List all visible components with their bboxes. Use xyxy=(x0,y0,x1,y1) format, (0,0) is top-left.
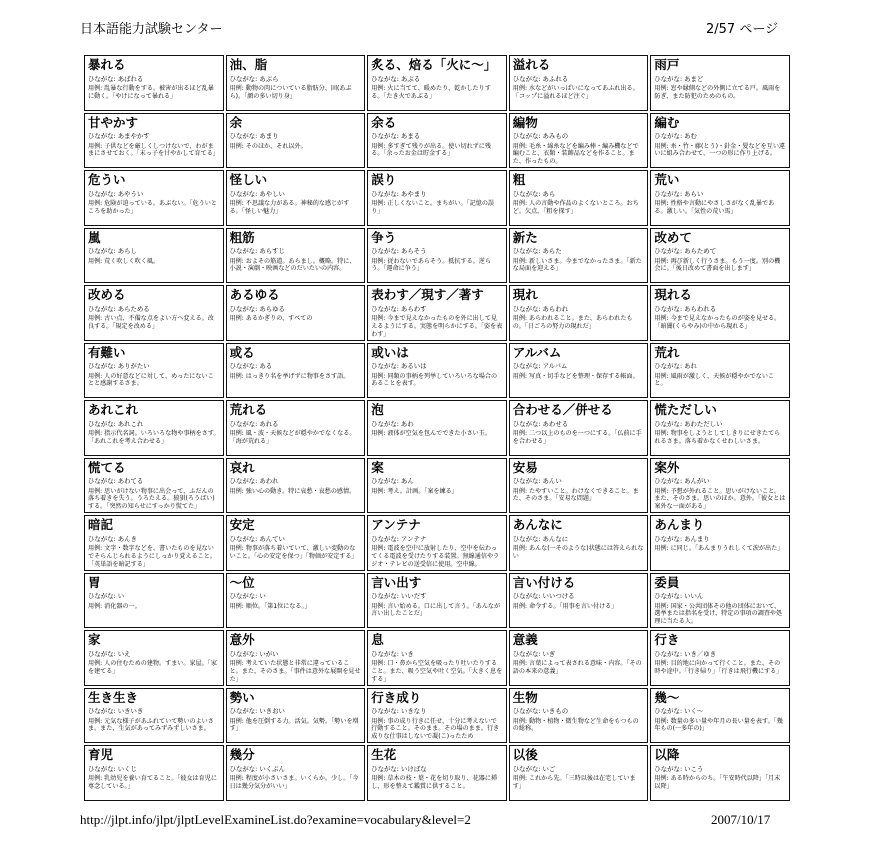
vocabulary-word: アンテナ xyxy=(371,517,421,532)
vocabulary-example: 用例: 今まで見えなかったものが姿を見せる。「暗闇(くらやみ)の中から現れる」 xyxy=(654,315,781,330)
vocabulary-reading: ひながな: いけばな xyxy=(371,764,427,773)
vocabulary-card xyxy=(509,573,649,629)
vocabulary-word: 現れ xyxy=(512,287,538,302)
vocabulary-reading: ひながな: あらわれ xyxy=(512,304,569,313)
vocabulary-reading: ひながな: あん xyxy=(371,477,414,486)
vocabulary-word: 幾分 xyxy=(229,747,255,762)
vocabulary-reading: ひながな: いいん xyxy=(654,592,704,601)
vocabulary-example: 用例: 物事が落ち着いていて、激しい変動のないこと。「心の安定を保つ」「物価が安定する」 xyxy=(229,545,358,560)
vocabulary-reading: ひながな: あらわす xyxy=(371,304,427,313)
vocabulary-reading: ひながな: いいつける xyxy=(512,592,575,601)
vocabulary-card xyxy=(84,630,224,686)
vocabulary-reading: ひながな: あんがい xyxy=(654,477,710,486)
vocabulary-word: 表わす／現す／著す xyxy=(371,287,484,302)
vocabulary-reading: ひながな: いき xyxy=(371,649,414,658)
vocabulary-card xyxy=(367,458,507,514)
vocabulary-card xyxy=(84,228,224,284)
vocabulary-card xyxy=(226,630,366,686)
vocabulary-word: 或る xyxy=(229,344,255,360)
vocabulary-card xyxy=(367,285,507,341)
vocabulary-word: 溢れる xyxy=(512,57,551,72)
vocabulary-example: 用例: はっきり名を挙げずに物事をさす語。 xyxy=(229,372,350,380)
vocabulary-word: 誤り xyxy=(371,172,397,187)
vocabulary-word: 胃 xyxy=(88,574,101,590)
vocabulary-example: 用例: 風雨が激しく、天候が穏やかでないこと。 xyxy=(654,372,775,388)
vocabulary-card xyxy=(84,170,224,226)
vocabulary-reading: ひながな: あまる xyxy=(371,132,421,141)
vocabulary-card xyxy=(226,228,366,284)
vocabulary-word: 炙る、焙る「火に〜」 xyxy=(371,57,497,72)
vocabulary-example: 用例: 物事をしようとしてしきりにせきたてられるさま。落ち着かなくせわしいさま。 xyxy=(654,430,781,445)
vocabulary-example: 用例: 言葉によって表される意味・内容。「その語の本来の意義」 xyxy=(512,660,642,675)
vocabulary-example: 用例: これから先。「三時以後は在宅しています」 xyxy=(512,775,636,790)
vocabulary-reading: ひながな: あらい xyxy=(654,189,704,198)
vocabulary-card xyxy=(226,400,366,456)
vocabulary-word: 油、脂 xyxy=(229,57,268,72)
vocabulary-card xyxy=(509,400,649,456)
vocabulary-reading: ひながな: あまやかす xyxy=(88,132,150,141)
vocabulary-reading: ひながな: いきおい xyxy=(229,707,285,716)
vocabulary-example: 用例: 再び新しく行うさま。もう一度。別の機会に。「後日改めて書面を出します」 xyxy=(654,257,781,273)
vocabulary-word: あんまり xyxy=(654,517,705,532)
vocabulary-card xyxy=(650,573,790,629)
vocabulary-card xyxy=(226,458,366,514)
vocabulary-card xyxy=(367,55,507,111)
vocabulary-example: 用例: あるかぎりの、すべての xyxy=(229,315,313,323)
vocabulary-example: 用例: 人の言動や作品のよくないところ。おちど。欠点。「粗を探す」 xyxy=(512,200,639,215)
vocabulary-example: 用例: 荒く吹しく吹く風。 xyxy=(88,257,160,265)
vocabulary-word: 言い出す xyxy=(371,574,422,590)
vocabulary-reading: ひながな: あらし xyxy=(88,247,137,256)
vocabulary-word: 余る xyxy=(371,114,397,130)
vocabulary-word: 勢い xyxy=(229,689,255,705)
vocabulary-reading: ひながな: あわてる xyxy=(88,477,144,486)
vocabulary-reading: ひながな: あんまり xyxy=(654,534,710,543)
vocabulary-word: 安易 xyxy=(512,459,538,475)
vocabulary-word: 意外 xyxy=(229,632,255,647)
vocabulary-card xyxy=(650,458,790,514)
vocabulary-example: 用例: 電波を空中に放射したり、空中を伝わってくる電波を受けたりする装置。無線通信やラジオ・テレビの送受信に使用。空中線。 xyxy=(371,545,500,568)
vocabulary-example: 用例: 数量の多い量や年月の長い量を表す。「幾年もの(一多年の)」 xyxy=(654,717,783,733)
vocabulary-example: 用例: 考えていた状態と非常に違っていること。また、そのさま。「事件は意外な展開を見せた」 xyxy=(229,660,361,683)
vocabulary-reading: ひながな: あやしい xyxy=(229,189,285,198)
page-cut-border xyxy=(84,784,790,794)
vocabulary-card xyxy=(650,228,790,284)
vocabulary-example: 用例: 草木の枝・葉・花を切り取り、花器に挿し、形を整えて鑑賞に供すること。 xyxy=(371,775,498,790)
vocabulary-reading: ひながな: いきもの xyxy=(512,707,569,716)
vocabulary-card xyxy=(84,515,224,571)
vocabulary-card xyxy=(509,55,649,111)
vocabulary-card xyxy=(509,688,649,744)
vocabulary-reading: ひながな: ありがたい xyxy=(88,362,150,371)
vocabulary-example: 用例: 火に当てて、暖めたり、乾かしたりする。「たき火であぶる」 xyxy=(371,85,491,100)
vocabulary-word: 安定 xyxy=(229,517,255,532)
vocabulary-example: 用例: 文字・数字などを、書いたものを見ないでそらんじられるようにしっかり覚えること。「英単語を暗記する」 xyxy=(88,545,216,568)
vocabulary-card-grid xyxy=(84,55,790,790)
vocabulary-example: 用例: 考え。計画。「案を練る」 xyxy=(371,487,458,495)
print-date: 2007/10/17 xyxy=(711,812,771,827)
vocabulary-reading: ひながな: いご xyxy=(512,764,556,773)
vocabulary-word: 意義 xyxy=(512,632,538,647)
vocabulary-word: 以降 xyxy=(654,747,680,762)
vocabulary-reading: ひながな: あわれ xyxy=(229,477,279,486)
vocabulary-example: 用例: 思いがけない物事に出会って、ふだんの落ち着きを失う。うろたえる。狼狽(ろうばい)する。「突然の知らせにすっかり慌てた」 xyxy=(88,487,215,511)
vocabulary-example: 用例: 口・鼻から空気を吸ったり吐いたりすること。また、吸う空気や吐く空気。「大きく息をする」 xyxy=(371,660,503,683)
vocabulary-word: あんなに xyxy=(512,517,563,532)
vocabulary-word: 暴れる xyxy=(88,57,126,72)
vocabulary-word: 粗筋 xyxy=(229,229,255,245)
vocabulary-word: 案 xyxy=(371,459,384,475)
vocabulary-word: 行き成り xyxy=(371,689,422,705)
vocabulary-reading: ひながな: あんき xyxy=(88,534,137,543)
vocabulary-card xyxy=(650,170,790,226)
vocabulary-word: 慌ただしい xyxy=(654,402,717,417)
vocabulary-example: 用例: 事の成り行きに任せ、十分に考えないで行動すること。そのまま。その場のまま。行き成りな仕事はしないで凝(こ)ったため xyxy=(371,717,500,741)
vocabulary-reading: ひながな: あふれる xyxy=(512,74,569,83)
vocabulary-reading: ひながな: あんてい xyxy=(229,534,285,543)
vocabulary-reading: ひながな: いくぶん xyxy=(229,764,285,773)
vocabulary-reading: ひながな: アルバム xyxy=(512,362,568,371)
vocabulary-card xyxy=(650,515,790,571)
vocabulary-word: 編物 xyxy=(512,114,538,130)
vocabulary-reading: ひながな: いがい xyxy=(229,649,279,658)
vocabulary-example: 用例: 水などがいっぱいになってあふれ出る。「コップに溢れるほど注ぐ」 xyxy=(512,85,639,100)
vocabulary-card xyxy=(84,285,224,341)
vocabulary-reading: ひながな: あらすじ xyxy=(229,247,285,256)
vocabulary-reading: ひながな: いく〜 xyxy=(654,707,704,716)
vocabulary-example: 用例: 乳幼児を養い育てること。「彼女は育児に専念している。」 xyxy=(88,775,217,790)
vocabulary-example: 用例: およその筋道。あらまし。概略。特に、小説・演劇・映画などのだいたいの内容。 xyxy=(229,257,356,273)
vocabulary-example: 用例: 毛糸・綿糸などを編み棒・編み機などで編むこと、衣類・装飾品などを作ること。また、作ったもの。 xyxy=(512,142,639,166)
page-number: 2/57 ページ xyxy=(706,22,779,37)
vocabulary-reading: ひながな: あやうい xyxy=(88,189,144,198)
vocabulary-card xyxy=(367,573,507,629)
vocabulary-word: 育児 xyxy=(88,747,114,762)
vocabulary-word: 言い付ける xyxy=(512,574,576,590)
vocabulary-word: 雨戸 xyxy=(654,57,680,72)
vocabulary-card xyxy=(650,630,790,686)
vocabulary-word: 行き xyxy=(654,632,680,647)
vocabulary-reading: ひながな: あわ xyxy=(371,419,414,428)
vocabulary-card xyxy=(367,228,507,284)
vocabulary-reading: ひながな: あれる xyxy=(229,419,279,428)
vocabulary-card xyxy=(367,400,507,456)
vocabulary-word: 案外 xyxy=(654,459,680,475)
document-header-title: 日本語能力試験センター xyxy=(80,22,223,37)
vocabulary-card xyxy=(509,228,649,284)
vocabulary-reading: ひながな: あれ xyxy=(654,362,697,371)
vocabulary-card xyxy=(509,343,649,399)
vocabulary-reading: ひながな: あぶる xyxy=(371,74,421,83)
vocabulary-reading: ひながな: あら xyxy=(512,189,556,198)
vocabulary-reading: ひながな: い xyxy=(88,592,125,601)
vocabulary-reading: ひながな: あれこれ xyxy=(88,419,144,428)
vocabulary-word: 改めて xyxy=(654,229,692,245)
vocabulary-example: 用例: 糸・竹・藤(とう)・針金・髪などを互い違いに組み合わせて、一つの形に作り上げる。 xyxy=(654,142,786,158)
vocabulary-word: 委員 xyxy=(654,574,680,590)
vocabulary-reading: ひながな: ある xyxy=(229,362,273,371)
vocabulary-card xyxy=(509,170,649,226)
vocabulary-word: 粗 xyxy=(512,172,526,187)
vocabulary-reading: ひながな: いえ xyxy=(88,649,131,658)
vocabulary-reading: ひながな: い xyxy=(229,592,266,601)
vocabulary-reading: ひながな: あらそう xyxy=(371,247,427,256)
vocabulary-example: 用例: 人の住むための建物。すまい。家屋。「家を建てる」 xyxy=(88,660,217,675)
vocabulary-reading: ひながな: いこう xyxy=(654,764,704,773)
vocabulary-card xyxy=(650,285,790,341)
vocabulary-word: 暗記 xyxy=(88,517,114,532)
vocabulary-example: 用例: 言い始める。口に出して言う。「あんなが言い出したことだ」 xyxy=(371,602,501,618)
vocabulary-reading: ひながな: いくじ xyxy=(88,764,137,773)
vocabulary-word: アルバム xyxy=(512,344,562,360)
vocabulary-word: 甘やかす xyxy=(88,114,139,130)
vocabulary-reading: ひながな: あらわれる xyxy=(654,304,717,313)
vocabulary-example: 用例: 消化器の一。 xyxy=(88,602,141,610)
vocabulary-reading: ひながな: あぶら xyxy=(229,74,279,83)
vocabulary-example: 用例: 写真・切手などを整理・保存する帳面。 xyxy=(512,372,639,380)
vocabulary-example: 用例: 乱暴な行動をする。被害が出るほど乱暴に動く。「やけになって暴れる」 xyxy=(88,85,214,100)
vocabulary-reading: ひながな: あむ xyxy=(654,132,697,141)
vocabulary-word: 現れる xyxy=(654,287,692,302)
vocabulary-example: 用例: 国家・公共団体その他の団体において、選挙または指名を受け、特定の事項の調査や処理に当たる人。 xyxy=(654,602,783,626)
vocabulary-card xyxy=(367,630,507,686)
vocabulary-word: 有難い xyxy=(88,344,126,360)
vocabulary-word: 編む xyxy=(654,114,680,130)
vocabulary-word: 余 xyxy=(229,114,243,130)
vocabulary-word: あれこれ xyxy=(88,402,139,417)
vocabulary-reading: ひながな: あやまり xyxy=(371,189,427,198)
vocabulary-word: 泡 xyxy=(371,402,384,417)
vocabulary-card xyxy=(650,688,790,744)
vocabulary-example: 用例: 従わないであらそう。抵抗する。逆らう。「運命に争う」 xyxy=(371,257,491,273)
vocabulary-card xyxy=(84,113,224,169)
vocabulary-card xyxy=(650,343,790,399)
vocabulary-example: 用例: 窓や縁側などの外側に立てる戸。風雨を防ぎ、また防犯のためのもの。 xyxy=(654,85,781,100)
vocabulary-example: 用例: 順位。「第1位になる。」 xyxy=(229,602,311,610)
vocabulary-word: 以後 xyxy=(512,747,538,762)
vocabulary-reading: ひながな: あばれる xyxy=(88,74,144,83)
vocabulary-word: 生花 xyxy=(371,747,397,762)
vocabulary-reading: ひながな: あらためて xyxy=(654,247,717,256)
vocabulary-reading: ひながな: あんい xyxy=(512,477,562,486)
vocabulary-reading: ひながな: あらゆる xyxy=(229,304,285,313)
vocabulary-card xyxy=(367,113,507,169)
vocabulary-reading: ひながな: あまり xyxy=(229,132,279,141)
vocabulary-word: 或いは xyxy=(371,344,409,360)
vocabulary-card xyxy=(84,343,224,399)
source-url[interactable]: http://jlpt.info/jlpt/jlptLevelExamineList.do?examine=vocabulary&level=2 xyxy=(80,812,471,827)
vocabulary-word: 荒れる xyxy=(229,402,268,417)
vocabulary-reading: ひながな: いいだす xyxy=(371,592,427,601)
vocabulary-example: 用例: 指示代名詞。いろいろな物や事柄をさす。「あれこれを考え合わせる」 xyxy=(88,430,220,445)
vocabulary-example: 用例: 動物・植物・微生物など生命をもつものの総称。 xyxy=(512,717,639,733)
vocabulary-example: 用例: あんな(一そのような)状態には答えられない xyxy=(512,545,644,560)
vocabulary-reading: ひながな: あんなに xyxy=(512,534,569,543)
vocabulary-card xyxy=(509,285,649,341)
vocabulary-example: 用例: 目的地に向かって行くこと。また、その時や途中。「行き帰り」「行きは飛行機にする」 xyxy=(654,660,783,675)
vocabulary-reading: ひながな: あわただしい xyxy=(654,419,723,428)
vocabulary-word: 〜位 xyxy=(229,574,255,590)
vocabulary-card xyxy=(226,688,366,744)
vocabulary-reading: ひながな: あるいは xyxy=(371,362,427,371)
vocabulary-card xyxy=(226,285,366,341)
vocabulary-card xyxy=(226,515,366,571)
vocabulary-card xyxy=(650,113,790,169)
vocabulary-example: 用例: 新しいさま。今までなかったさま。「新たな局面を迎える」 xyxy=(512,257,642,273)
vocabulary-card xyxy=(84,688,224,744)
vocabulary-card xyxy=(509,458,649,514)
vocabulary-card xyxy=(226,113,366,169)
vocabulary-example: 用例: 子供などを厳しくしつけないで、わがままにさせておく。「末っ子を甘やかして育てる」 xyxy=(88,142,219,158)
vocabulary-example: 用例: 風・波・天候などが穏やかでなくなる。「海が荒れる」 xyxy=(229,430,356,445)
vocabulary-card xyxy=(84,400,224,456)
vocabulary-card xyxy=(367,515,507,571)
vocabulary-word: あるゆる xyxy=(229,287,280,302)
vocabulary-word: 荒い xyxy=(654,172,680,187)
vocabulary-word: 幾〜 xyxy=(654,689,680,705)
vocabulary-example: 用例: 二つ以上のものを一つにする。「仏前に手を合わせる」 xyxy=(512,430,642,445)
vocabulary-reading: ひながな: アンテナ xyxy=(371,534,427,543)
vocabulary-example: 用例: 人の好意などに対して、めったにないことと感謝するさま。 xyxy=(88,372,214,388)
vocabulary-card xyxy=(509,113,649,169)
vocabulary-example: 用例: 不思議な力がある。神秘的な感じがする。「怪しい魅力」 xyxy=(229,200,350,215)
vocabulary-card xyxy=(84,458,224,514)
vocabulary-example: 用例: 強い心の動き。特に哀愁・哀愁の感情。 xyxy=(229,487,356,495)
vocabulary-card xyxy=(650,400,790,456)
vocabulary-reading: ひながな: いきなり xyxy=(371,707,427,716)
vocabulary-reading: ひながな: あみもの xyxy=(512,132,569,141)
vocabulary-word: 合わせる／併せる xyxy=(512,402,613,417)
vocabulary-word: 慌てる xyxy=(88,459,126,475)
vocabulary-example: 用例: ある時からのち。「午安時代以降」「月末以降」 xyxy=(654,775,781,790)
vocabulary-reading: ひながな: あまど xyxy=(654,74,704,83)
vocabulary-example: 用例: 液体が空気を包んでできた小さい玉。 xyxy=(371,430,491,438)
vocabulary-card xyxy=(509,515,649,571)
vocabulary-word: 争う xyxy=(371,229,397,245)
vocabulary-card xyxy=(650,55,790,111)
vocabulary-example: 用例: 危険が迫っている。あぶない。「危ういところを助かった」 xyxy=(88,200,217,215)
vocabulary-example: 用例: 今まで見えなかったものを外に出して見えるようにする。実態を明らかにする。「姿を表わす」 xyxy=(371,315,503,338)
vocabulary-example: 用例: 他を圧倒する力。活気。気勢。「勢いを増す」 xyxy=(229,717,359,733)
vocabulary-example: 用例: 程度が小さいさま。いくらか。少し。「今日は幾分気分がいい」 xyxy=(229,775,359,790)
vocabulary-example: 用例: 正しくないこと。まちがい。「記憶の誤り」 xyxy=(371,200,495,215)
vocabulary-card xyxy=(226,55,366,111)
vocabulary-word: 生き生き xyxy=(88,689,139,705)
vocabulary-word: 危うい xyxy=(88,172,126,187)
vocabulary-card xyxy=(226,170,366,226)
vocabulary-reading: ひながな: あらた xyxy=(512,247,562,256)
vocabulary-example: 用例: 元気な様子があふれていて勢いのよいさま。また、生気があってみずみずしいさま。 xyxy=(88,717,214,733)
vocabulary-word: 息 xyxy=(371,632,384,647)
vocabulary-card xyxy=(226,343,366,399)
vocabulary-example: 用例: 動物の肉についている脂肪分、固(あぶら)。「顔の多い切り身」 xyxy=(229,85,352,100)
vocabulary-card xyxy=(367,170,507,226)
vocabulary-example: 用例: あらわれること。また、あらわれたもの。「日ごろの努力の現れだ」 xyxy=(512,315,633,330)
vocabulary-card xyxy=(226,573,366,629)
vocabulary-reading: ひながな: いきいき xyxy=(88,707,144,716)
vocabulary-example: 用例: 予想が外れること。思いがけないこと。また、そのさま。思いのほか。意外。「彼女とは案外な一面がある」 xyxy=(654,487,786,511)
vocabulary-reading: ひながな: あわせる xyxy=(512,419,569,428)
vocabulary-word: 嵐 xyxy=(88,229,101,245)
vocabulary-example: 用例: に同じ。「あんまりうれしくて涙が出た」 xyxy=(654,545,784,553)
vocabulary-example: 用例: 多すぎて残りが出る。使い切れずに残る。「余ったお金は貯金する」 xyxy=(371,142,491,158)
vocabulary-card xyxy=(367,688,507,744)
vocabulary-word: 哀れ xyxy=(229,459,255,475)
vocabulary-card xyxy=(509,630,649,686)
vocabulary-word: 新た xyxy=(512,229,538,245)
vocabulary-reading: ひながな: あらためる xyxy=(88,304,150,313)
vocabulary-example: 用例: 命令する。「用事を言い付ける」 xyxy=(512,602,618,610)
vocabulary-word: 生物 xyxy=(512,689,538,705)
vocabulary-example: 用例: 古い点、不備な点をよい方へ変える。改良する。「規定を改める」 xyxy=(88,315,214,330)
vocabulary-card xyxy=(367,343,507,399)
vocabulary-card xyxy=(84,55,224,111)
vocabulary-word: 家 xyxy=(88,632,101,647)
vocabulary-word: 荒れ xyxy=(654,344,680,360)
vocabulary-card xyxy=(84,573,224,629)
vocabulary-word: 改める xyxy=(88,287,126,302)
vocabulary-example: 用例: たやすいこと。わけなくできること。また、そのさま。「安易な問題」 xyxy=(512,487,639,503)
vocabulary-reading: ひながな: いぎ xyxy=(512,649,556,658)
vocabulary-reading: ひながな: いき／ゆき xyxy=(654,649,717,658)
vocabulary-example: 用例: 性格や言動にやさしさがなく乱暴である。激しい。「気性の荒い馬」 xyxy=(654,200,775,215)
vocabulary-example: 用例: そのほか、それ以外。 xyxy=(229,142,307,150)
vocabulary-word: 怪しい xyxy=(229,172,268,187)
vocabulary-example: 用例: 同類の事柄を列挙していろいろな場合のあることを表す。 xyxy=(371,372,498,388)
